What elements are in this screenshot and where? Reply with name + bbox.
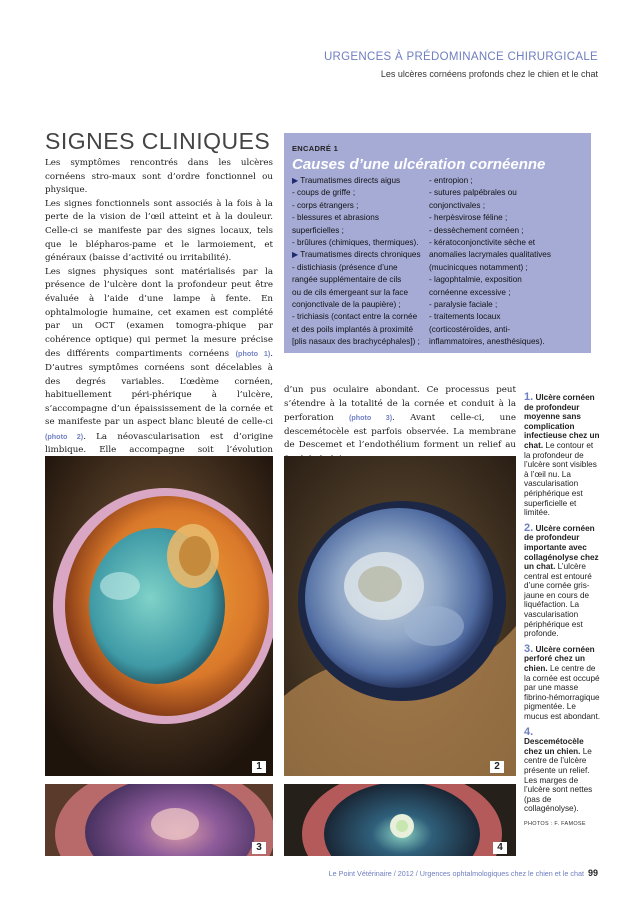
list-item: anomalies lacrymales qualitatives	[429, 250, 551, 260]
text: . D’autres symptômes cornéens sont décelables à des degrés variables. L’œdème cornéen, habituellement péri-phérique à l’ulcère, s’accompagne d’un épaississement de la cornée et se manifeste par un aspect blanc bleuté de celle-ci	[45, 349, 273, 428]
list-item: rangée supplémentaire de cils	[292, 275, 402, 285]
list-item: - dessèchement cornéen ;	[429, 225, 524, 235]
photo-number: 2	[490, 761, 504, 773]
text: . Avant celle-ci, une descemétocèle est parfois observée. La membrane de Descemet et l’endothélium forment un relief au	[284, 413, 516, 451]
list-item: conjonctivale de la paupière) ;	[292, 300, 401, 310]
caption-text: Le centre de l’ulcère présente un relief. Les marges de l’ulcère sont nettes (pas de collagénolyse).	[524, 746, 593, 814]
list-item: - entropion ;	[429, 176, 473, 185]
list-item: - kératoconjonctivite sèche et	[429, 238, 536, 248]
box-title: Causes d’une ulcération cornéenne	[292, 156, 546, 173]
caption-text: Le centre de la cornée est occupé par une masse fibrino-hémorragique pigmentée. Le mucus est abondant.	[524, 664, 601, 721]
list-item: - traitements locaux	[429, 312, 501, 322]
text: Les signes physiques sont matérialisés par la présence de l’ulcère dont la profondeur peut être évaluée à l’aide d’une lampe à fente. En ophtalmologie humaine, cet examen est complété par un OCT (examen tomogra-phique par cohérence optique) qui permet la mesure précise des différents compartiments cornéens	[45, 266, 273, 360]
photo-number: 4	[493, 842, 507, 854]
list-item: - brûlures (chimiques, thermiques).	[292, 238, 419, 248]
list-item: - blessures et abrasions	[292, 213, 379, 223]
page-footer	[329, 868, 598, 878]
triangle-bullet-icon: ▶	[292, 250, 299, 260]
list-item: - sutures palpébrales ou	[429, 188, 517, 198]
list-item: ou de cils émergeant sur la face	[292, 287, 409, 297]
list-item: conjonctivales ;	[429, 200, 485, 210]
caption-number: 4.	[524, 725, 534, 738]
box-column-2	[429, 175, 589, 349]
list-item: ▶ Traumatismes directs chroniques	[292, 250, 421, 260]
list-item: - distichiasis (présence d’une	[292, 262, 398, 272]
list-item: (mucinicques notamment) ;	[429, 262, 528, 272]
photo-reference: (photo 3)	[348, 413, 393, 423]
section-heading: SIGNES CLINIQUES	[45, 128, 271, 154]
list-item: ▶ Traumatismes directs aigus	[292, 176, 401, 185]
dog-eye-perforated-image	[45, 784, 273, 856]
caption-4	[524, 725, 600, 814]
caption-text: Le contour et la profondeur de l’ulcère sont visibles à l’œil nu. La vascularisation périphérique est superficielle et limitée.	[524, 440, 597, 518]
list-item: [plis nasaux des brachycéphales]) ;	[292, 337, 420, 347]
photo-number: 1	[252, 761, 266, 773]
photo-reference: (photo 1)	[235, 349, 271, 359]
list-item: - coups de griffe ;	[292, 188, 356, 198]
list-item: - trichiasis (contact entre la cornée	[292, 312, 418, 322]
photo-1	[45, 456, 273, 776]
photo-4	[284, 784, 516, 856]
list-item: - herpèsvirose féline ;	[429, 213, 508, 223]
photo-2	[284, 456, 516, 776]
photo-reference: (photo 2)	[45, 431, 84, 441]
caption-bold: Ulcère cornéen de profondeur importante avec collagénolyse chez un chat.	[524, 523, 599, 572]
photo-3	[45, 784, 273, 856]
list-item: et des poils implantés à proximité	[292, 324, 414, 334]
photo-number: 3	[252, 842, 266, 854]
cat-eye-blue-image	[284, 456, 516, 776]
list-item: (corticostéroïdes, anti-	[429, 324, 510, 334]
list-item: inflammatoires, anesthésiques).	[429, 337, 545, 347]
caption-number: 1.	[524, 391, 534, 403]
encadre-box	[284, 133, 591, 353]
footer-text: Le Point Vétérinaire / 2012 / Urgences ophtalmologiques chez le chien et le chat	[328, 869, 584, 878]
box-column-1	[292, 175, 430, 349]
caption-3	[524, 642, 601, 722]
caption-number: 3.	[524, 642, 534, 655]
list-item: - paralysie faciale ;	[429, 300, 498, 310]
section-title: URGENCES À PRÉDOMINANCE CHIRURGICALE	[323, 51, 598, 63]
text: . La néovascularisation est d’origine limbique. Elle accompagne soit l’évolution	[45, 431, 273, 456]
list-item: - corps étrangers ;	[292, 200, 359, 210]
list-item: - lagophtalmie, exposition	[429, 275, 522, 285]
caption-2	[524, 521, 600, 639]
caption-1	[524, 393, 600, 518]
photo-credit: PHOTOS : F. FAMOSE	[524, 820, 586, 827]
caption-text: L’ulcère central est entouré d’une cornée gris-jaune en cours de liquéfaction. La vascularisation périphérique est profonde.	[524, 562, 592, 639]
list-item: superficielles ;	[292, 225, 344, 235]
caption-number: 2.	[524, 521, 534, 534]
triangle-bullet-icon: ▶	[292, 176, 299, 185]
page-number: 99	[587, 868, 598, 878]
paragraph: Les symptômes rencontrés dans les ulcères cornéens stro-maux sont d’ordre fonctionnel ou physique.	[45, 158, 273, 196]
captions-column	[524, 393, 600, 830]
caption-bold: Descemétocèle chez un chien.	[524, 737, 584, 756]
text: d’un pus oculaire abondant. Ce processus peut s’étendre à la totalité de la cornée et conduit à la perforation	[284, 385, 516, 424]
caption-bold: Ulcère cornéen perforé chez un chien.	[524, 644, 595, 674]
caption-bold: Ulcère cornéen de profondeur moyenne sans complication infectieuse chez un chat.	[524, 393, 600, 450]
cat-eye-orange-image	[45, 456, 273, 776]
article-subtitle: Les ulcères cornéens profonds chez le chien et le chat	[380, 69, 598, 79]
box-tag: ENCADRÉ 1	[292, 144, 339, 153]
paragraph: Les signes fonctionnels sont associés à la fois à la perte de la vision de l’œil atteint et à la douleur. Celle-ci se manifeste par des signes locaux, tels que le blépharos-pame et le larmoiement, et généraux (baisse d’activité ou irritabilité).	[45, 198, 273, 264]
list-item: cornéenne excessive ;	[429, 287, 511, 297]
dog-eye-descemetocele-image	[284, 784, 516, 856]
